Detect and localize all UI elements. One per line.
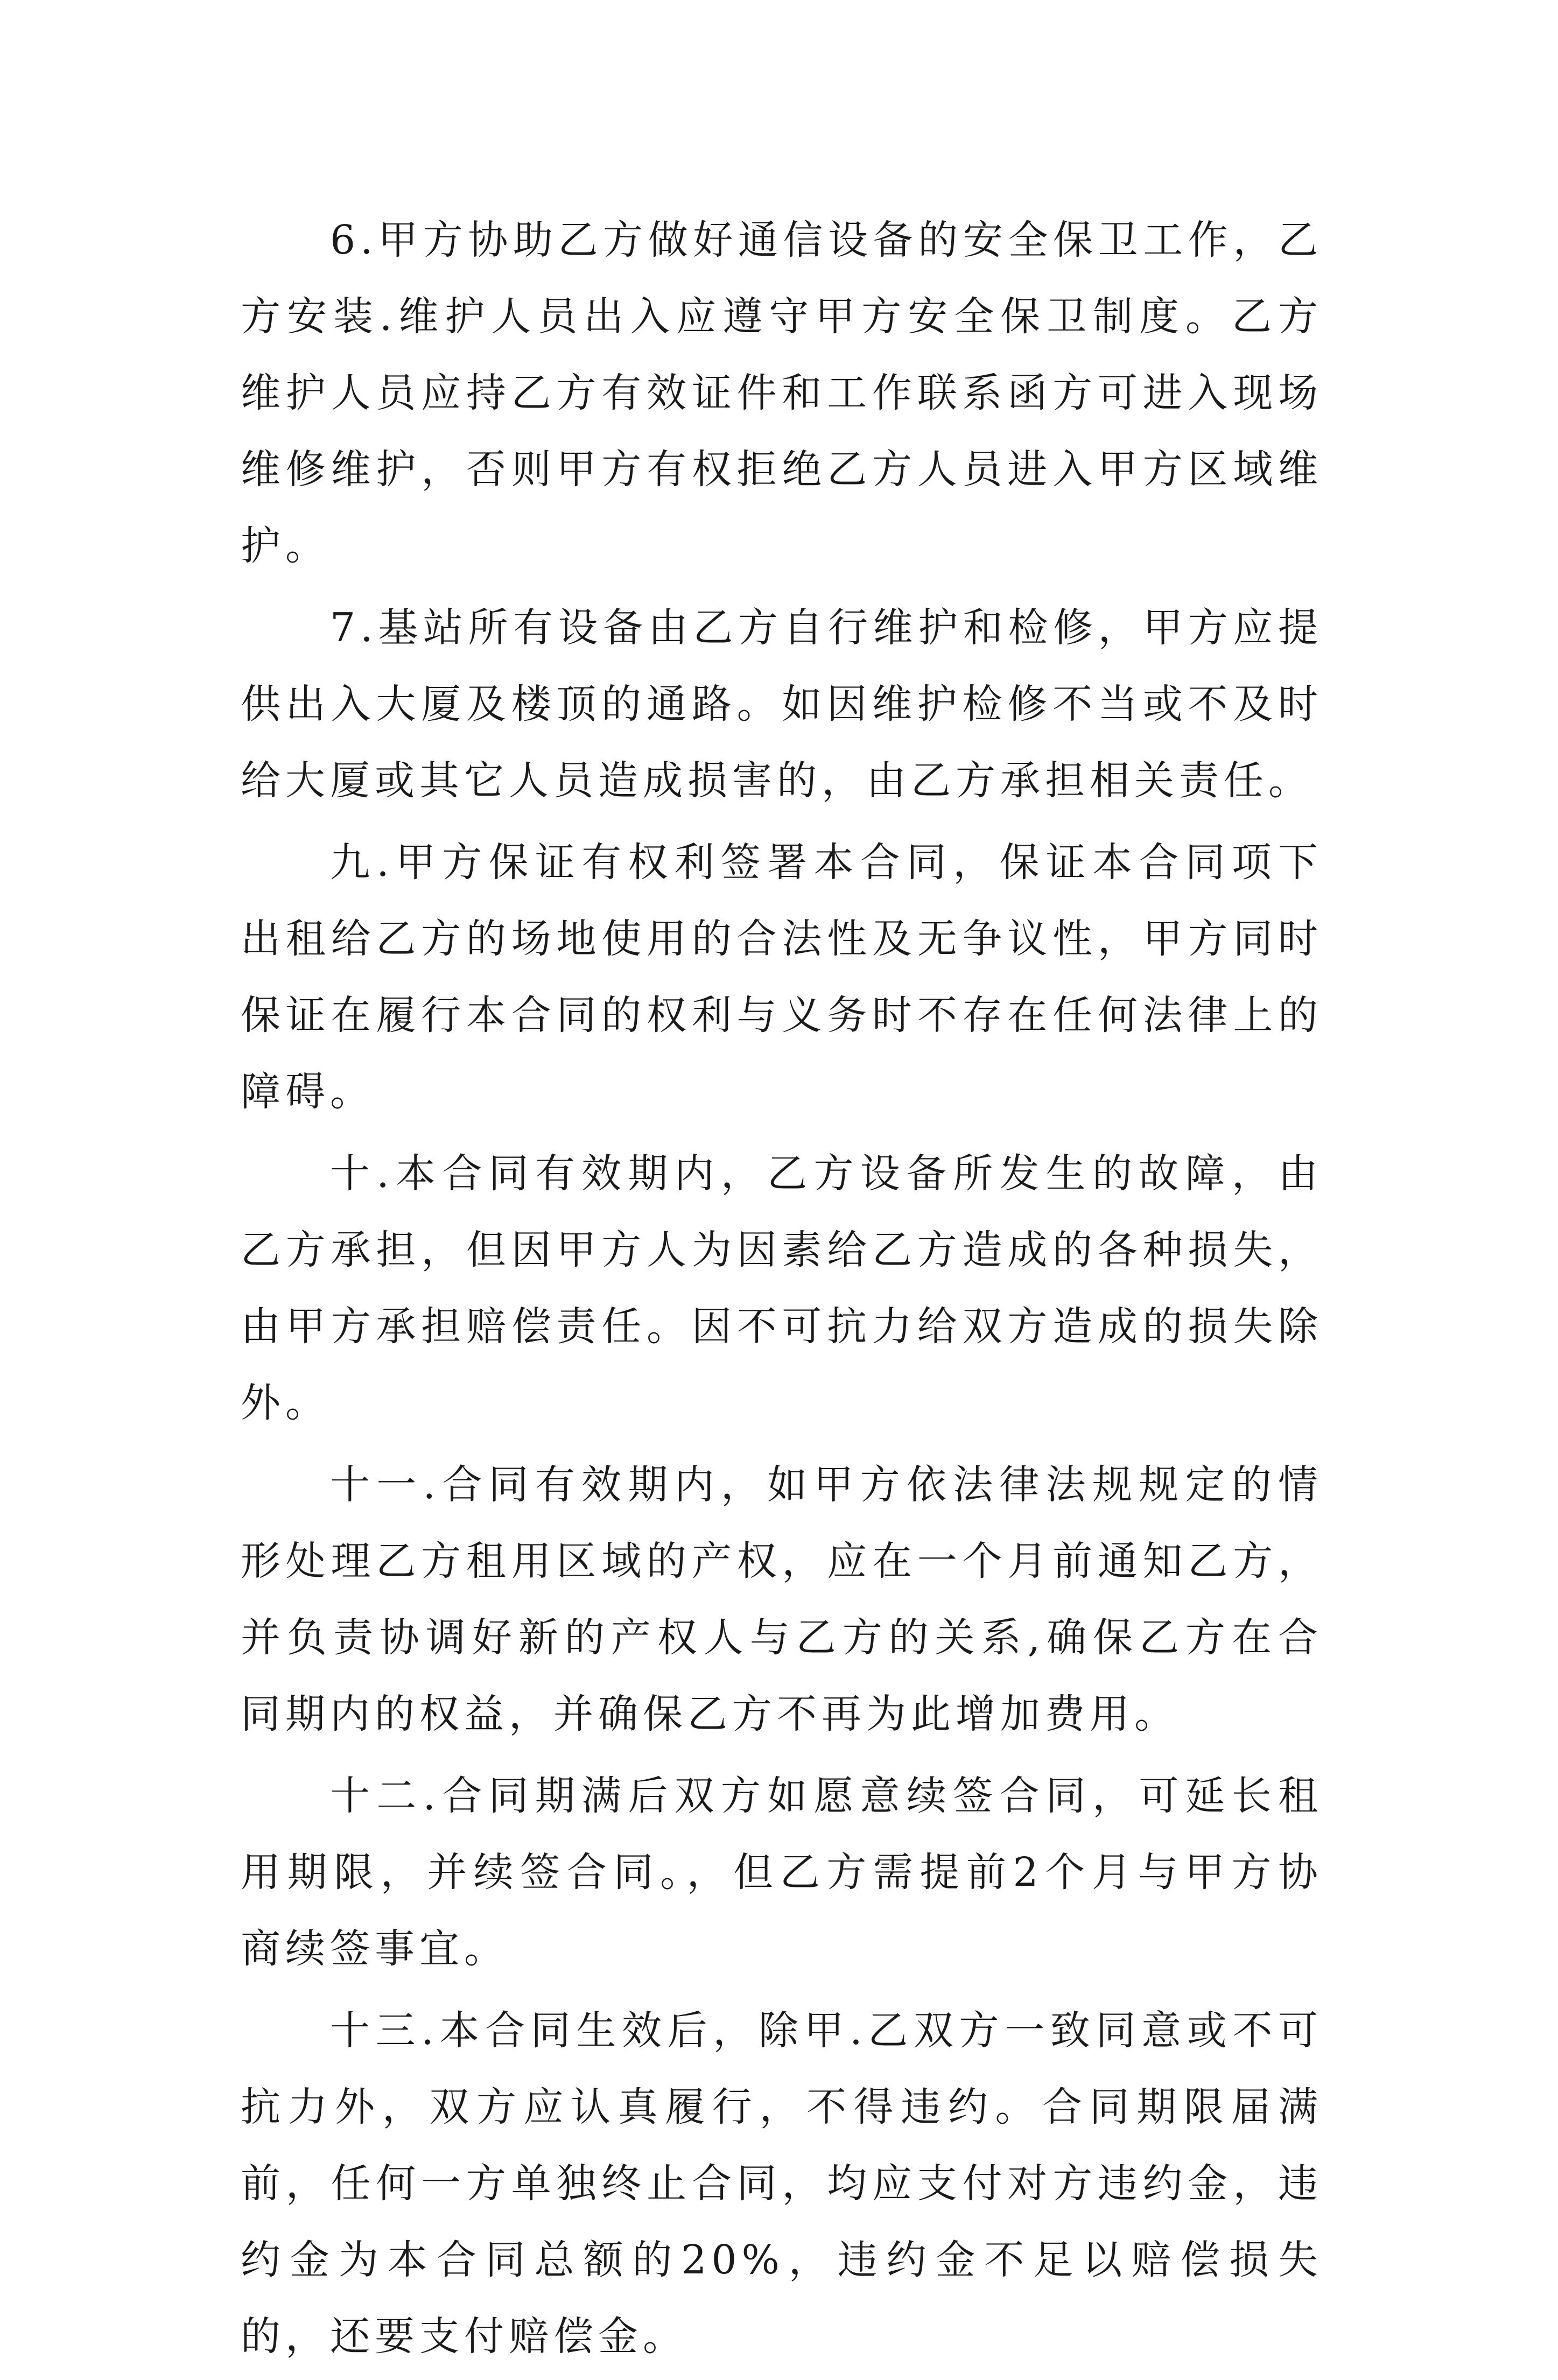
clause-eleven-paragraph: 十一.合同有效期内，如甲方依法律法规规定的情形处理乙方租用区域的产权，应在一个月前通知乙方，并负责协调好新的产权人与乙方的关系,确保乙方在合同期内的权益，并确保乙方不再为此增加费用。 xyxy=(241,1462,1323,1737)
clause-7-paragraph: 7.基站所有设备由乙方自行维护和检修，甲方应提供出入大厦及楼顶的通路。如因维护检修不当或不及时给大厦或其它人员造成损害的，由乙方承担相关责任。 xyxy=(241,605,1323,804)
clause-6-paragraph: 6.甲方协助乙方做好通信设备的安全保卫工作，乙方安装.维护人员出入应遵守甲方安全保卫制度。乙方维护人员应持乙方有效证件和工作联系函方可进入现场维修维护，否则甲方有权拒绝乙方人员进入甲方区域维护。 xyxy=(241,217,1323,569)
clause-nine-paragraph: 九.甲方保证有权利签署本合同，保证本合同项下出租给乙方的场地使用的合法性及无争议性，甲方同时保证在履行本合同的权利与义务时不存在任何法律上的障碍。 xyxy=(241,839,1323,1115)
clause-ten-paragraph: 十.本合同有效期内，乙方设备所发生的故障，由乙方承担，但因甲方人为因素给乙方造成的各种损失，由甲方承担赔偿责任。因不可抗力给双方造成的损失除外。 xyxy=(241,1150,1323,1426)
document-body xyxy=(241,202,1323,2380)
clause-twelve-paragraph: 十二.合同期满后双方如愿意续签合同，可延长租用期限，并续签合同。，但乙方需提前2个月与甲方协商续签事宜。 xyxy=(241,1773,1323,1972)
clause-thirteen-paragraph: 十三.本合同生效后，除甲.乙双方一致同意或不可抗力外，双方应认真履行，不得违约。合同期限届满前，任何一方单独终止合同，均应支付对方违约金，违约金为本合同总额的20%，违约金不足以赔偿损失的，还要支付赔偿金。 xyxy=(241,2007,1323,2360)
